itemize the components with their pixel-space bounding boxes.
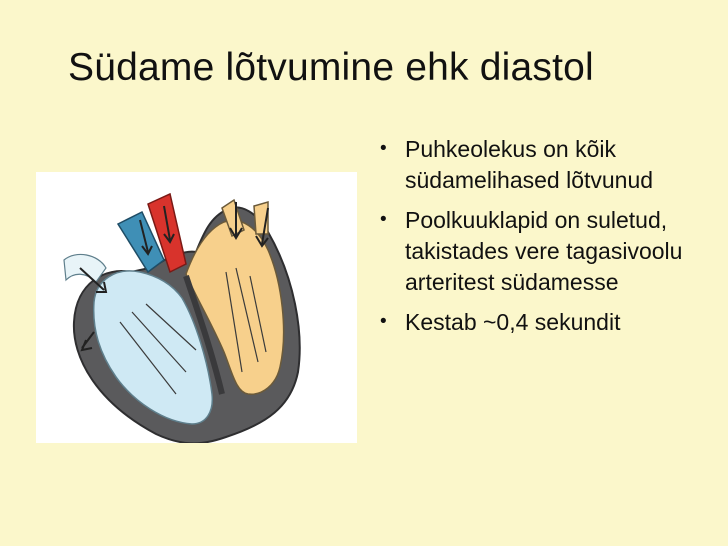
heart-diagram bbox=[36, 172, 357, 443]
bullet-item bbox=[378, 307, 723, 338]
bullet-text: Poolkuuklapid on suletud, takistades vere tagasivoolu arteritest südamesse bbox=[405, 207, 683, 295]
bullet-icon: • bbox=[380, 311, 387, 332]
bullet-text: Puhkeolekus on kõik südamelihased lõtvunud bbox=[405, 136, 654, 193]
bullet-icon: • bbox=[380, 138, 387, 159]
heart-diastole-icon bbox=[36, 172, 357, 443]
slide-title: Südame lõtvumine ehk diastol bbox=[68, 46, 594, 89]
bullet-icon: • bbox=[380, 209, 387, 230]
bullet-item bbox=[378, 134, 723, 196]
bullet-text: Kestab ~0,4 sekundit bbox=[405, 309, 621, 335]
bullet-item bbox=[378, 205, 723, 298]
bullet-list bbox=[378, 134, 723, 347]
